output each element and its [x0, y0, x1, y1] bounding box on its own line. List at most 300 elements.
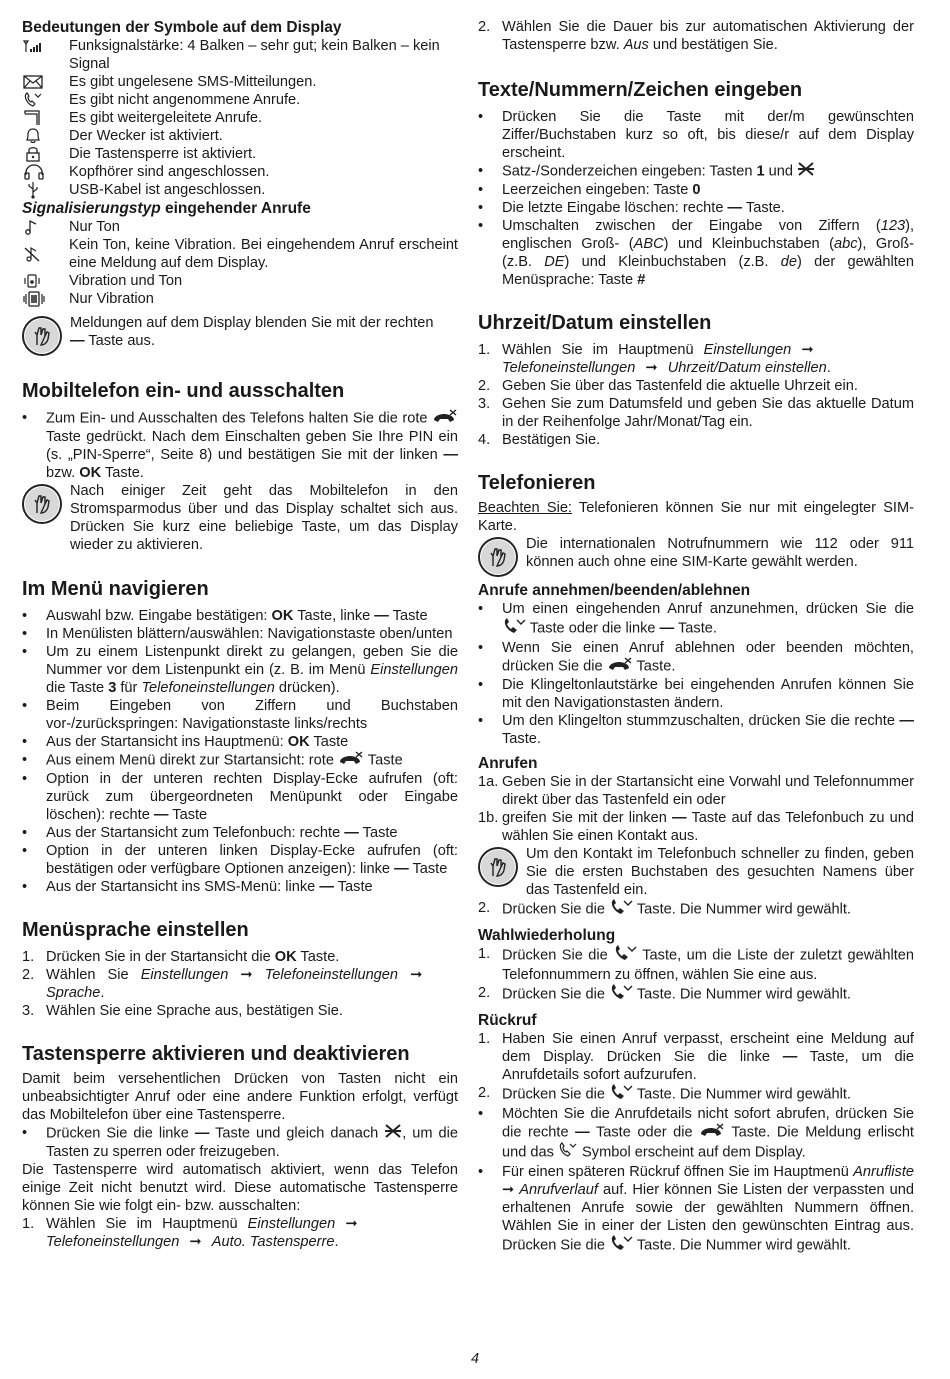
text: , um die Tasten zu sperren oder freizugeben.	[46, 1125, 458, 1160]
arrow-icon: ➞	[502, 1182, 515, 1198]
envelope-icon	[22, 73, 69, 91]
soft-key-dash: —	[194, 1125, 210, 1142]
bullet: •	[478, 677, 484, 693]
text: Taste, um die Anrufdetails sofort aufzurufen.	[502, 1049, 914, 1083]
symbol-text: Die Tastensperre ist aktiviert.	[69, 146, 257, 162]
text: Taste	[364, 752, 403, 769]
soft-key-dash: —	[672, 810, 687, 826]
list-item	[22, 1124, 458, 1161]
lock-icon	[22, 145, 69, 163]
text: Taste. Die Nummer wird gewählt.	[633, 986, 851, 1003]
language-steps	[22, 948, 458, 1020]
usb-icon	[22, 181, 69, 199]
text: Taste. Die Meldung erlischt und das	[502, 1124, 914, 1161]
call-key-icon	[502, 618, 526, 639]
step-item	[478, 899, 914, 920]
text: Taste.	[632, 658, 676, 675]
list-item	[22, 824, 458, 842]
note-label: Beachten Sie:	[478, 500, 572, 516]
bullet: •	[22, 879, 28, 895]
text: 3	[108, 680, 117, 696]
arrow-icon: ➞	[410, 967, 423, 983]
step-number: 4.	[478, 432, 491, 448]
text: Geben Sie in der Startansicht eine Vorwahl und Telefonnummer direkt über das Tastenfeld ein oder	[502, 774, 914, 808]
text: Anrufverlauf	[519, 1182, 598, 1198]
soft-key-dash: —	[443, 447, 458, 463]
text: In Menülisten blättern/auswählen: Navigationstaste oben/unten	[46, 626, 453, 642]
red-end-key-icon	[432, 409, 458, 428]
text: ) und Kleinbuchstaben (z.B.	[564, 254, 781, 270]
soft-key-dash: —	[899, 713, 914, 729]
text: Geben Sie über das Tastenfeld die aktuelle Uhrzeit ein.	[502, 378, 858, 394]
text: Drücken Sie die Taste mit der/m gewünschten Ziffer/Buchstaben kurz so oft, bis diese/r auf dem Display erscheint.	[502, 109, 914, 161]
bullet: •	[22, 1125, 28, 1141]
step-item: 1. Wählen Sie im Hauptmenü Einstellungen ➞ Telefoneinstellungen ➞ Uhrzeit/Datum einstellen.	[478, 342, 831, 376]
text: für	[116, 680, 142, 696]
text: die Taste	[46, 680, 109, 696]
bullet: •	[22, 644, 28, 660]
phone-hint	[478, 535, 914, 577]
call-steps	[478, 773, 914, 845]
bullet: •	[478, 713, 484, 729]
text: Taste gedrückt. Nach dem Einschalten geben Sie Ihre PIN ein (s. „PIN-Sperre“, Seite 8) und bestätigen Sie mit der linken	[46, 429, 458, 463]
ok-key: OK	[274, 949, 297, 965]
redial-heading: Wahlwiederholung	[478, 927, 616, 944]
list-item	[22, 697, 458, 733]
call-key-icon	[609, 984, 633, 1005]
keylock-heading: Tastensperre aktivieren und deaktivieren	[22, 1043, 410, 1065]
symbol-row-alarm	[22, 127, 458, 145]
text: und	[764, 163, 798, 180]
keylock-auto: Die Tastensperre wird automatisch aktiviert, wenn das Telefon einige Zeit nicht benutzt wird. Diese automatische Tastensperre können Sie wie folgt ein- bzw. ausschalten:	[22, 1162, 458, 1214]
list-item	[22, 751, 458, 770]
text: Option in der unteren rechten Display-Ecke aufrufen (oft: zurück zum übergeordneten Menüpunkt oder Eingabe löschen): rechte	[46, 771, 458, 823]
ok-key: OK	[79, 465, 102, 481]
bell-icon	[22, 127, 69, 145]
text: Aus	[623, 37, 649, 53]
text: auf. Hier können Sie Listen der verpassten und erhaltenen Anrufe sowie der gewählten Nummern öffnen. Wählen Sie in einer der Listen den gewünschten Eintrag aus. Drücken Sie die	[502, 1182, 914, 1254]
text: Haben Sie einen Anruf verpasst, erscheint eine Meldung auf dem Display. Drücken Sie die linke	[502, 1031, 914, 1065]
bullet: •	[22, 752, 28, 768]
signal-text: Vibration und Ton	[69, 273, 183, 289]
list-item	[478, 217, 914, 289]
bullet: •	[22, 698, 28, 714]
list-item	[22, 878, 458, 896]
text: Sprache	[46, 985, 101, 1001]
answer-list	[478, 600, 914, 748]
text: Beim Eingeben von Ziffern und Buchstaben vor-/zurückspringen: Navigationstaste links/rechts	[46, 698, 458, 732]
text: Taste	[168, 807, 208, 823]
bullet: •	[478, 182, 484, 198]
hint-text: Um den Kontakt im Telefonbuch schneller zu finden, geben Sie die ersten Buchstaben des gesuchten Namens über das Tastenfeld ein.	[526, 846, 914, 898]
step-item	[22, 1002, 458, 1020]
soft-key-dash: —	[575, 1124, 590, 1141]
arrow-icon: ➞	[801, 342, 814, 358]
text: Um einen eingehenden Anruf anzunehmen, drücken Sie die	[502, 601, 914, 617]
text: Drücken Sie die	[502, 986, 610, 1003]
call-hint	[478, 845, 914, 899]
symbol-text: Es gibt nicht angenommene Anrufe.	[69, 92, 301, 108]
step-number: 1.	[22, 1216, 35, 1232]
text: ), englischen Groß- (	[502, 218, 914, 252]
text: DE	[544, 254, 565, 270]
list-item	[478, 1105, 914, 1163]
text: 1	[756, 163, 765, 180]
headphones-icon	[22, 163, 69, 181]
list-item	[22, 643, 458, 697]
step-number: 2.	[478, 985, 491, 1001]
step-item: 1. Wählen Sie im Hauptmenü Einstellungen ➞ Telefoneinstellungen ➞ Auto. Tastensperre.	[22, 1216, 358, 1250]
soft-key-dash: —	[153, 807, 169, 823]
text: Taste auf das Telefonbuch zu und wählen Sie einen Kontakt aus.	[502, 810, 914, 844]
symbol-text: USB-Kabel ist angeschlossen.	[69, 182, 266, 198]
symbols-hint	[22, 314, 458, 356]
step-item	[478, 773, 914, 809]
answer-heading: Anrufe annehmen/beenden/ablehnen	[478, 582, 751, 599]
text: Taste.	[101, 465, 144, 481]
text: Wählen Sie im Hauptmenü	[502, 342, 704, 358]
signal-strength-icon	[22, 37, 69, 55]
text: Wählen Sie	[46, 967, 141, 983]
call-key-icon	[609, 899, 633, 920]
bullet: •	[478, 109, 484, 125]
text-input-list	[478, 108, 914, 289]
text: Für einen späteren Rückruf öffnen Sie im Hauptmenü	[502, 1164, 854, 1180]
text: Aus der Startansicht zum Telefonbuch: rechte	[46, 825, 345, 841]
vibration-icon	[22, 290, 69, 308]
list-item	[22, 625, 458, 643]
signal-text: Kein Ton, keine Vibration. Bei eingehendem Anruf erscheint eine Meldung auf dem Display.	[69, 237, 458, 271]
text: Telefoneinstellungen	[141, 680, 275, 696]
text: Um den Klingelton stummzuschalten, drücken Sie die rechte	[502, 713, 900, 729]
bullet: •	[478, 640, 484, 656]
hint-text-a: Meldungen auf dem Display blenden Sie mit der rechten	[70, 315, 434, 331]
datetime-steps	[478, 341, 914, 449]
arrow-icon: ➞	[240, 967, 253, 983]
list-item	[22, 607, 458, 625]
list-item	[478, 162, 914, 181]
symbol-row-usb	[22, 181, 458, 199]
text: Einstellungen	[370, 662, 458, 678]
text: Gehen Sie zum Datumsfeld und geben Sie das aktuelle Datum in der Reihenfolge Jahr/Monat/Tag ein.	[502, 396, 914, 430]
step-item	[478, 809, 914, 845]
step-number: 2.	[478, 378, 491, 394]
signal-type-heading	[22, 199, 458, 218]
arrow-icon: ➞	[345, 1216, 358, 1232]
symbol-row-headphones	[22, 163, 458, 181]
list-item	[478, 712, 914, 748]
text: de	[780, 254, 797, 270]
step-number: 1.	[478, 1031, 491, 1047]
symbol-row-signal	[22, 37, 458, 73]
text: Bestätigen Sie.	[502, 432, 601, 448]
step-number: 1.	[22, 949, 35, 965]
step-number: 2.	[478, 19, 491, 35]
missed-call-icon	[22, 91, 69, 109]
text: Taste	[408, 861, 448, 877]
step-number: 2.	[478, 900, 491, 916]
power-hint	[22, 482, 458, 554]
text: ) und Kleinbuchstaben (	[663, 236, 834, 252]
step-number: 1a.	[478, 774, 499, 790]
step-item: 2. Wählen Sie Einstellungen ➞ Telefoneinstellungen ➞ Sprache.	[22, 967, 423, 1001]
soft-key-dash: —	[782, 1049, 798, 1065]
text: Zum Ein- und Ausschalten des Telefons halten Sie die rote	[46, 410, 432, 427]
list-item	[22, 409, 458, 482]
arrow-icon: ➞	[645, 360, 658, 376]
phone-note	[478, 499, 914, 535]
bullet: •	[478, 218, 484, 234]
text: Um zu einem Listenpunkt direkt zu gelangen, geben Sie die Nummer vor dem Listenpunkt ein (z. B. im Menü	[46, 644, 458, 678]
keylock-list	[22, 1124, 458, 1161]
bullet: •	[478, 200, 484, 216]
text: Taste	[309, 734, 349, 750]
bullet: •	[22, 825, 28, 841]
list-item	[22, 770, 458, 824]
text: greifen Sie mit der linken	[502, 810, 673, 826]
text: Einstellungen	[703, 342, 792, 358]
text: Taste. Die Nummer wird gewählt.	[633, 1237, 851, 1254]
text: Umschalten zwischen der Eingabe von Ziffern (	[502, 218, 881, 234]
list-item	[478, 1163, 914, 1256]
symbol-text: Es gibt ungelesene SMS-Mitteilungen.	[69, 74, 317, 90]
text: Aus einem Menü direkt zur Startansicht: rote	[46, 752, 339, 769]
step-number: 2.	[478, 1085, 491, 1101]
text: 123	[880, 218, 906, 234]
text: Taste.	[742, 200, 785, 216]
text: Auswahl bzw. Eingabe bestätigen:	[46, 608, 272, 624]
bullet: •	[22, 771, 28, 787]
step-item	[478, 431, 914, 449]
symbol-row-forward	[22, 109, 458, 127]
star-key-icon	[797, 162, 815, 181]
hint-hand-icon	[478, 535, 526, 577]
signal-row-tone	[22, 218, 458, 236]
text: Die letzte Eingabe löschen: rechte	[502, 200, 728, 216]
call-key-icon	[609, 1084, 633, 1105]
list-item	[478, 108, 914, 162]
text: Telefoneinstellungen	[46, 1234, 180, 1250]
hint-text: Nach einiger Zeit geht das Mobiltelefon in den Stromsparmodus über und das Display schaltet sich aus. Drücken Sie kurz eine beliebige Taste, um das Display wieder zu aktivieren.	[70, 483, 458, 553]
text: Taste	[333, 879, 373, 895]
text: Drücken Sie in der Startansicht die	[46, 949, 275, 965]
text: abc	[833, 236, 858, 252]
list-item	[22, 733, 458, 751]
keylock-steps	[22, 1215, 458, 1251]
symbol-text: Es gibt weitergeleitete Anrufe.	[69, 110, 263, 126]
text: Wählen Sie im Hauptmenü	[46, 1216, 248, 1232]
phone-heading: Telefonieren	[478, 472, 596, 494]
arrow-icon: ➞	[189, 1234, 202, 1250]
step-number: 3.	[478, 396, 491, 412]
menu-heading: Im Menü navigieren	[22, 578, 209, 600]
text: Auto. Tastensperre	[211, 1234, 335, 1250]
signal-row-silent	[22, 236, 458, 272]
language-heading: Menüsprache einstellen	[22, 919, 249, 941]
star-key-icon	[384, 1124, 402, 1143]
signal-row-vibration	[22, 290, 458, 308]
soft-key-dash: —	[319, 879, 334, 895]
bullet: •	[478, 1164, 484, 1180]
step-item	[478, 395, 914, 431]
step-number: 3.	[22, 1003, 35, 1019]
text: Taste, linke	[293, 608, 375, 624]
text: Taste. Die Nummer wird gewählt.	[633, 1086, 851, 1103]
text: Möchten Sie die Anrufdetails nicht sofort abrufen, drücken Sie die rechte	[502, 1106, 914, 1141]
text: Leerzeichen eingeben: Taste	[502, 182, 693, 198]
text: Drücken Sie die	[502, 947, 614, 964]
text: ) der gewählten Menüsprache: Taste	[502, 254, 914, 288]
call-key-icon	[609, 1235, 633, 1256]
forward-call-icon	[22, 109, 69, 127]
text: Taste. Die Nummer wird gewählt.	[633, 901, 851, 918]
soft-key-dash: —	[394, 861, 409, 877]
text: Taste, um die Liste der zuletzt gewählten Telefonnummern zu öffnen, wählen Sie eine aus.	[502, 947, 914, 983]
datetime-heading: Uhrzeit/Datum einstellen	[478, 312, 712, 334]
callback-heading: Rückruf	[478, 1012, 537, 1029]
text: Symbol erscheint auf dem Display.	[578, 1144, 806, 1161]
hint-text: Die internationalen Notrufnummern wie 112 oder 911 können auch ohne eine SIM-Karte gewählt werden.	[526, 536, 914, 570]
step-item	[478, 984, 914, 1005]
call-steps-cont	[478, 899, 914, 920]
text: Option in der unteren linken Display-Ecke aufrufen (oft: bestätigen oder verfügbare Optionen anzeigen): linke	[46, 843, 458, 877]
text: Telefoneinstellungen	[264, 967, 399, 983]
text: Einstellungen	[247, 1216, 336, 1232]
symbol-text: Der Wecker ist aktiviert.	[69, 128, 223, 144]
soft-key-dash: —	[70, 333, 85, 349]
power-list	[22, 409, 458, 482]
text: Aus der Startansicht ins SMS-Menü: linke	[46, 879, 320, 895]
step-item	[478, 1030, 914, 1084]
soft-key-dash: —	[374, 608, 389, 624]
signal-text: Nur Ton	[69, 219, 120, 235]
text: Telefoneinstellungen	[502, 360, 636, 376]
bullet: •	[22, 843, 28, 859]
ok-key: OK	[271, 608, 294, 624]
text: Uhrzeit/Datum einstellen	[667, 360, 827, 376]
text: Drücken Sie die	[502, 1086, 610, 1103]
red-end-key-icon	[699, 1123, 725, 1142]
symbol-text: Funksignalstärke: 4 Balken – sehr gut; kein Balken – kein Signal	[69, 38, 440, 72]
text: #	[637, 272, 646, 288]
text: Taste oder die linke	[526, 620, 660, 637]
power-heading: Mobiltelefon ein- und ausschalten	[22, 380, 345, 402]
text: ABC	[633, 236, 664, 252]
step-number: 1.	[478, 946, 491, 962]
callback-steps	[478, 1030, 914, 1105]
red-end-key-icon	[607, 657, 633, 676]
text: Drücken Sie die	[502, 901, 610, 918]
hint-text	[70, 314, 458, 350]
hint-text-b: Taste aus.	[84, 333, 155, 349]
list-item	[478, 676, 914, 712]
symbols-heading: Bedeutungen der Symbole auf dem Display	[22, 19, 342, 36]
vibration-tone-icon	[22, 272, 69, 290]
text: und bestätigen Sie.	[648, 37, 778, 53]
list-item	[478, 199, 914, 217]
text: Anrufliste	[853, 1164, 914, 1180]
list-item	[478, 639, 914, 676]
symbol-row-keylock	[22, 145, 458, 163]
menu-list	[22, 607, 458, 896]
text-input-heading: Texte/Nummern/Zeichen eingeben	[478, 79, 803, 101]
symbol-text: Kopfhörer sind angeschlossen.	[69, 164, 270, 180]
signal-type-rest: eingehender Anrufe	[160, 200, 311, 217]
step-number: 2.	[22, 967, 35, 983]
bullet: •	[22, 626, 28, 642]
text: Taste und gleich danach	[209, 1125, 385, 1142]
text: Einstellungen	[140, 967, 229, 983]
text: Telefonieren können Sie nur mit eingelegter SIM-Karte.	[478, 500, 914, 534]
signal-type-term: Signalisierungstyp	[22, 200, 161, 217]
list-item	[478, 600, 914, 639]
music-note-icon	[22, 218, 69, 236]
list-item	[478, 181, 914, 199]
text: Aus der Startansicht ins Hauptmenü:	[46, 734, 288, 750]
text: Drücken Sie die linke	[46, 1125, 195, 1142]
soft-key-dash: —	[659, 620, 675, 637]
bullet: •	[478, 1106, 484, 1122]
text: Taste	[388, 608, 428, 624]
text: drücken).	[274, 680, 340, 696]
right-column	[478, 18, 914, 1256]
hint-hand-icon	[22, 482, 70, 524]
left-column	[22, 18, 458, 1251]
red-end-key-icon	[338, 751, 364, 770]
text: ), Groß- (z.B.	[502, 236, 914, 270]
text: 0	[692, 182, 701, 198]
symbol-row-missed	[22, 91, 458, 109]
text: Wenn Sie einen Anruf ablehnen oder beenden möchten, drücken Sie die	[502, 640, 914, 675]
step-item	[478, 377, 914, 395]
bullet: •	[22, 608, 28, 624]
signal-row-vibration-tone	[22, 272, 458, 290]
text: Taste.	[674, 620, 717, 637]
hint-hand-icon	[478, 845, 526, 887]
ok-key: OK	[287, 734, 310, 750]
text: Taste.	[296, 949, 340, 965]
soft-key-dash: —	[344, 825, 359, 841]
bullet: •	[22, 734, 28, 750]
text: Wählen Sie eine Sprache aus, bestätigen Sie.	[46, 1003, 343, 1019]
step-item	[478, 945, 914, 984]
keylock-intro: Damit beim versehentlichen Drücken von Tasten nicht ein unbeabsichtigter Anruf oder eine andere Funktion erfolgt, verfügt das Mobiltelefon über eine Tastensperre.	[22, 1071, 458, 1123]
call-key-icon	[613, 945, 637, 966]
silent-icon	[22, 236, 69, 272]
step-item	[478, 18, 914, 54]
text: Taste	[358, 825, 398, 841]
text: Taste.	[502, 731, 541, 747]
text: Die Klingeltonlautstärke bei eingehenden Anrufen können Sie mit den Navigationstasten ändern.	[502, 677, 914, 711]
page-number: 4	[470, 1351, 480, 1367]
callback-list	[478, 1105, 914, 1256]
missed-call-icon	[558, 1142, 578, 1163]
hint-hand-icon	[22, 314, 70, 356]
step-item	[478, 1084, 914, 1105]
signal-text: Nur Vibration	[69, 291, 154, 307]
text: Satz-/Sonderzeichen eingeben: Tasten	[502, 163, 757, 180]
list-item	[22, 842, 458, 878]
redial-steps	[478, 945, 914, 1005]
step-number: 1.	[478, 342, 491, 358]
bullet: •	[22, 410, 28, 426]
bullet: •	[478, 163, 484, 179]
soft-key-dash: —	[727, 200, 743, 216]
text: Wählen Sie die Dauer bis zur automatischen Aktivierung der Tastensperre bzw.	[502, 19, 914, 53]
symbol-row-sms	[22, 73, 458, 91]
step-item	[22, 948, 458, 966]
bullet: •	[478, 601, 484, 617]
